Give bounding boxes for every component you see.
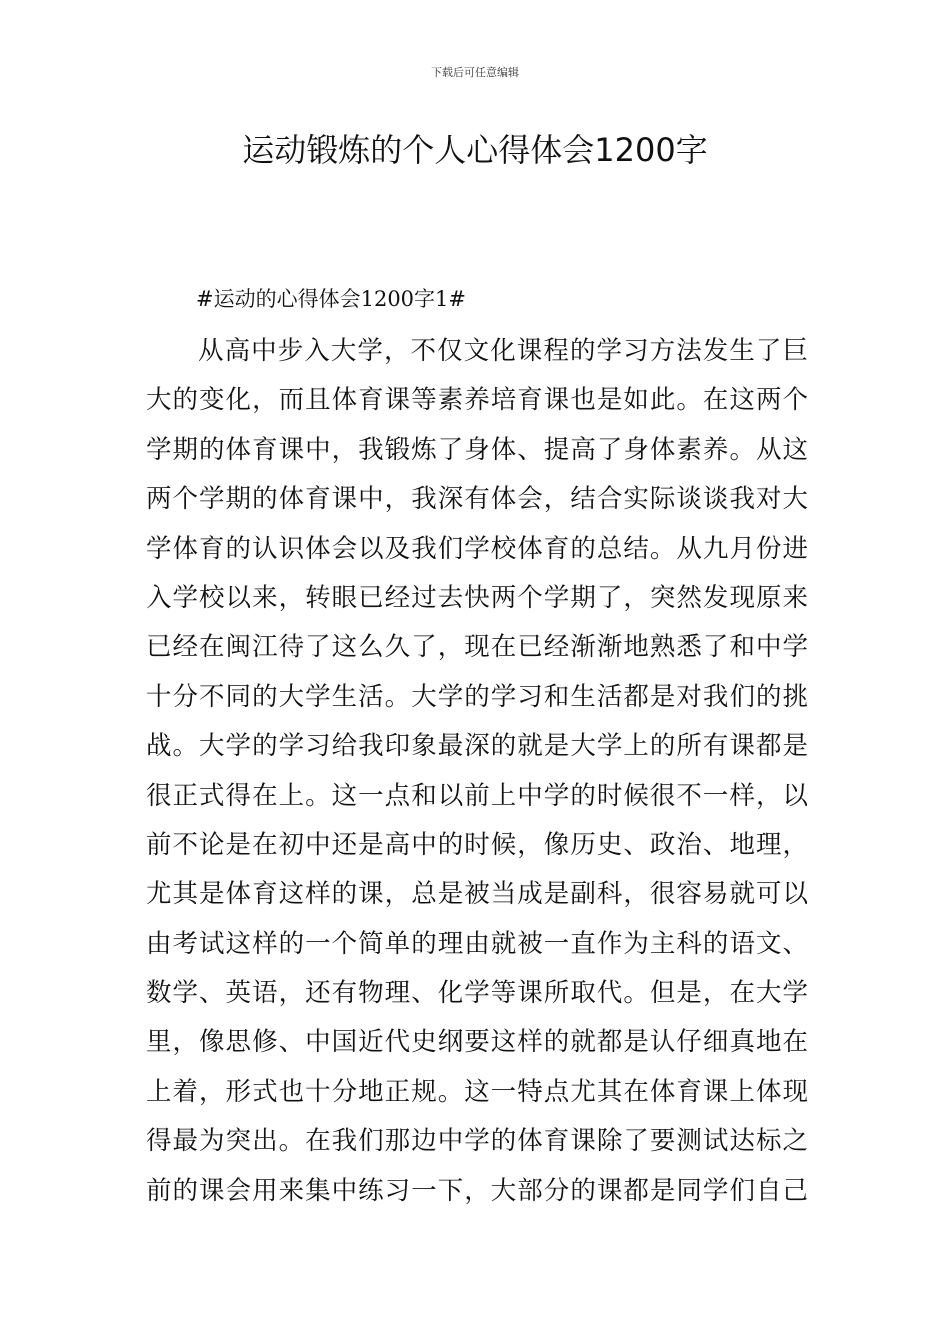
paragraph-line: 两个学期的体育课中，我深有体会，结合实际谈谈我对大	[146, 484, 808, 515]
paragraph-line: 由考试这样的一个简单的理由就被一直作为主科的语文、	[146, 928, 808, 959]
section-heading: #运动的心得体会1200字1#	[196, 287, 466, 311]
paragraph-line: 战。大学的学习给我印象最深的就是大学上的所有课都是	[146, 731, 808, 762]
paragraph-line: 学体育的认识体会以及我们学校体育的总结。从九月份进	[146, 533, 808, 564]
paragraph-line: 大的变化，而且体育课等素养培育课也是如此。在这两个	[146, 385, 808, 416]
paragraph-line: 里，像思修、中国近代史纲要这样的就都是认仔细真地在	[146, 1027, 808, 1058]
paragraph-line: 尤其是体育这样的课，总是被当成是副科，很容易就可以	[146, 879, 808, 910]
paragraph-line: 十分不同的大学生活。大学的学习和生活都是对我们的挑	[146, 681, 808, 712]
body-text	[146, 327, 808, 1216]
document-title: 运动锻炼的个人心得体会1200字	[242, 131, 708, 169]
paragraph-line: 已经在闽江待了这么久了，现在已经渐渐地熟悉了和中学	[146, 632, 808, 663]
paragraph-line: 前不论是在初中还是高中的时候，像历史、政治、地理，	[146, 829, 808, 860]
paragraph-line: 学期的体育课中，我锻炼了身体、提高了身体素养。从这	[146, 434, 808, 465]
paragraph-line: 得最为突出。在我们那边中学的体育课除了要测试达标之	[146, 1126, 808, 1157]
paragraph-line: 上着，形式也十分地正规。这一特点尤其在体育课上体现	[146, 1076, 808, 1107]
paragraph-line: 从高中步入大学，不仅文化课程的学习方法发生了巨	[198, 336, 808, 366]
paragraph-line: 数学、英语，还有物理、化学等课所取代。但是，在大学	[146, 978, 808, 1009]
paragraph-line: 很正式得在上。这一点和以前上中学的时候很不一样，以	[146, 780, 808, 811]
paragraph-line: 入学校以来，转眼已经过去快两个学期了，突然发现原来	[146, 582, 808, 613]
paragraph-line: 前的课会用来集中练习一下，大部分的课都是同学们自己	[146, 1175, 808, 1206]
header-note: 下载后可任意编辑	[431, 66, 519, 79]
